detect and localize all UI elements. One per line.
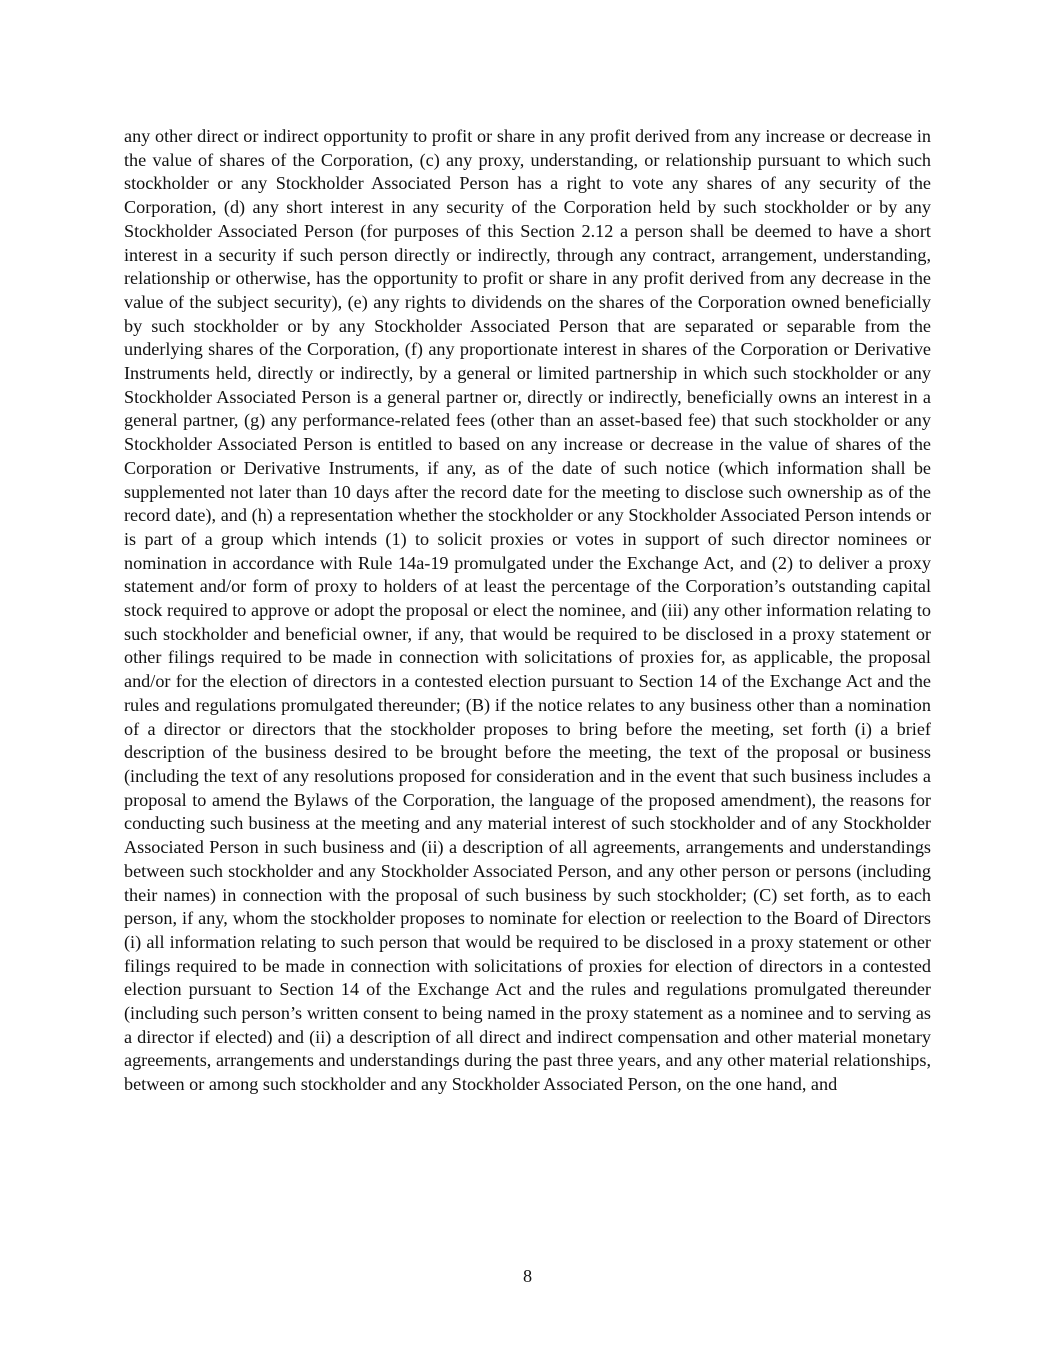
page-number: 8 xyxy=(522,1266,533,1286)
body-paragraph: any other direct or indirect opportunity to profit or share in any profit derived from any increase or decrease in the value of shares of the Corporation, (c) any proxy, understanding, or relationship pursuant to which such stockholder or any Stockholder Associated Person has a right to vote any shares of any security of the Corporation, (d) any short interest in any security of the Corporation held by such stockholder or by any Stockholder Associated Person (for purposes of this Section 2.12 a person shall be deemed to have a short interest in a security if such person directly or indirectly, through any contract, arrangement, understanding, relationship or otherwise, has the opportunity to profit or share in any profit derived from any decrease in the value of the subject security), (e) any rights to dividends on the shares of the Corporation owned beneficially by such stockholder or by any Stockholder Associated Person that are separated or separable from the underlying shares of the Corporation, (f) any proportionate interest in shares of the Corporation or Derivative Instruments held, directly or indirectly, by a general or limited partnership in which such stockholder or any Stockholder Associated Person is a general partner or, directly or indirectly, beneficially owns an interest in a general partner, (g) any performance-related fees (other than an asset-based fee) that such stockholder or any Stockholder Associated Person is entitled to based on any increase or decrease in the value of shares of the Corporation or Derivative Instruments, if any, as of the date of such notice (which information shall be supplemented not later than 10 days after the record date for the meeting to disclose such ownership as of the record date), and (h) a representation whether the stockholder or any Stockholder Associated Person intends or is part of a group which intends (1) to solicit proxies or votes in support of such director nominees or nomination in accordance with Rule 14a-19 promulgated under the Exchange Act, and (2) to deliver a proxy statement and/or form of proxy to holders of at least the percentage of the Corporation’s outstanding capital stock required to approve or adopt the proposal or elect the nominee, and (iii) any other information relating to such stockholder and beneficial owner, if any, that would be required to be disclosed in a proxy statement or other filings required to be made in connection with solicitations of proxies for, as applicable, the proposal and/or for the election of directors in a contested election pursuant to Section 14 of the Exchange Act and the rules and regulations promulgated thereunder; (B) if the notice relates to any business other than a nomination of a director or directors that the stockholder proposes to bring before the meeting, set forth (i) a brief description of the business desired to be brought before the meeting, the text of the proposal or business (including the text of any resolutions proposed for consideration and in the event that such business includes a proposal to amend the Bylaws of the Corporation, the language of the proposed amendment), the reasons for conducting such business at the meeting and any material interest of such stockholder and of any Stockholder Associated Person in such business and (ii) a description of all agreements, arrangements and understandings between such stockholder and any Stockholder Associated Person, and any other person or persons (including their names) in connection with the proposal of such business by such stockholder; (C) set forth, as to each person, if any, whom the stockholder proposes to nominate for election or reelection to the Board of Directors (i) all information relating to such person that would be required to be disclosed in a proxy statement or other filings required to be made in connection with solicitations of proxies for election of directors in a contested election pursuant to Section 14 of the Exchange Act and the rules and regulations promulgated thereunder (including such person’s written consent to being named in the proxy statement as a nominee and to serving as a director if elected) and (ii) a description of all direct and indirect compensation and other material monetary agreements, arrangements and understandings during the past three years, and any other material relationships, between or among such stockholder and any Stockholder Associated Person, on the one hand, and xyxy=(124,126,931,1095)
